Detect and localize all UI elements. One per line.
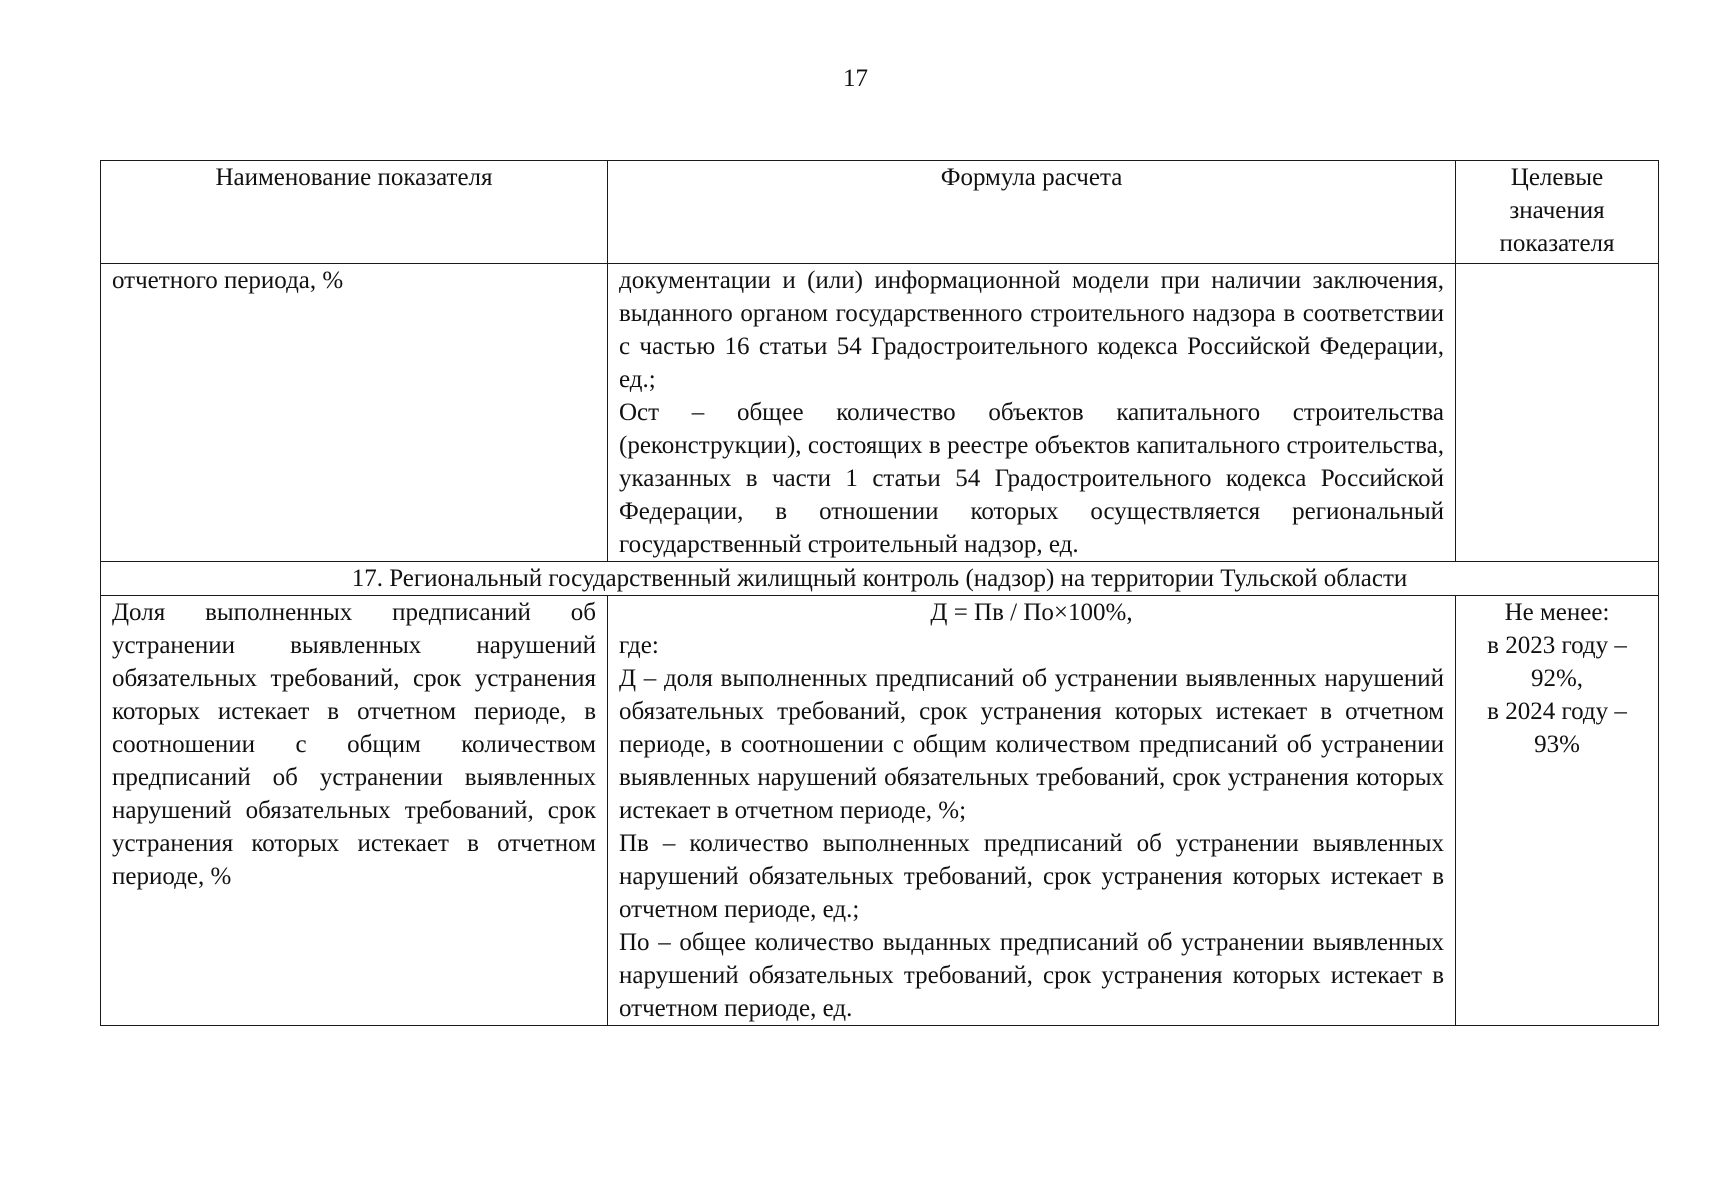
formula-cell bbox=[608, 264, 1456, 562]
formula-main: Д = Пв / По×100%, bbox=[930, 599, 1133, 626]
section-row bbox=[101, 562, 1659, 596]
target-line: Не менее: bbox=[1504, 599, 1610, 626]
target-line: 92%, bbox=[1530, 665, 1584, 692]
table-header-row bbox=[101, 161, 1659, 264]
header-target-values: Целевые значения показателя bbox=[1456, 161, 1659, 264]
table-row-continued bbox=[101, 264, 1659, 562]
formula-cell bbox=[608, 596, 1456, 1026]
indicator-name-cell: Доля выполненных предписаний об устранении выявленных нарушений обязательных требований, срок устранения которых истекает в отчетном периоде, в соотношении с общим количеством предписаний об устранении выявленных нарушений обязательных требований, срок устранения которых истекает в отчетном периоде, % bbox=[101, 596, 608, 1026]
formula-paragraph: Пв – количество выполненных предписаний об устранении выявленных нарушений обязательных требований, срок устранения которых истекает в отчетном периоде, ед.; bbox=[619, 830, 1444, 923]
page-number: 17 bbox=[843, 65, 868, 92]
formula-paragraph: документации и (или) информационной модели при наличии заключения, выданного органом государственного строительного надзора в соответствии с частью 16 статьи 54 Градостроительного кодекса Российской Федерации, ед.; bbox=[619, 267, 1444, 393]
target-values-cell bbox=[1456, 264, 1659, 562]
indicator-name-cell: отчетного периода, % bbox=[101, 264, 608, 562]
header-indicator-name: Наименование показателя bbox=[101, 161, 608, 264]
header-formula: Формула расчета bbox=[608, 161, 1456, 264]
formula-paragraph: По – общее количество выданных предписаний об устранении выявленных нарушений обязательных требований, срок устранения которых истекает в отчетном периоде, ед. bbox=[619, 929, 1444, 1022]
section-title: 17. Региональный государственный жилищный контроль (надзор) на территории Тульской области bbox=[101, 562, 1659, 596]
target-values-cell bbox=[1456, 596, 1659, 1026]
formula-paragraph: Ост – общее количество объектов капитального строительства (реконструкции), состоящих в реестре объектов капитального строительства, указанных в части 1 статьи 54 Градостроительного кодекса Российской Федерации, в отношении которых осуществляется региональный государственный строительный надзор, ед. bbox=[619, 399, 1444, 558]
target-line: в 2024 году – bbox=[1487, 698, 1627, 725]
target-line: 93% bbox=[1534, 731, 1580, 758]
table-row-17 bbox=[101, 596, 1659, 1026]
indicators-table bbox=[100, 160, 1659, 1026]
formula-where: где: bbox=[619, 632, 659, 659]
target-line: в 2023 году – bbox=[1487, 632, 1627, 659]
formula-paragraph: Д – доля выполненных предписаний об устранении выявленных нарушений обязательных требований, срок устранения которых истекает в отчетном периоде, в соотношении с общим количеством предписаний об устранении выявленных нарушений обязательных требований, срок устранения которых истекает в отчетном периоде, %; bbox=[619, 665, 1444, 824]
